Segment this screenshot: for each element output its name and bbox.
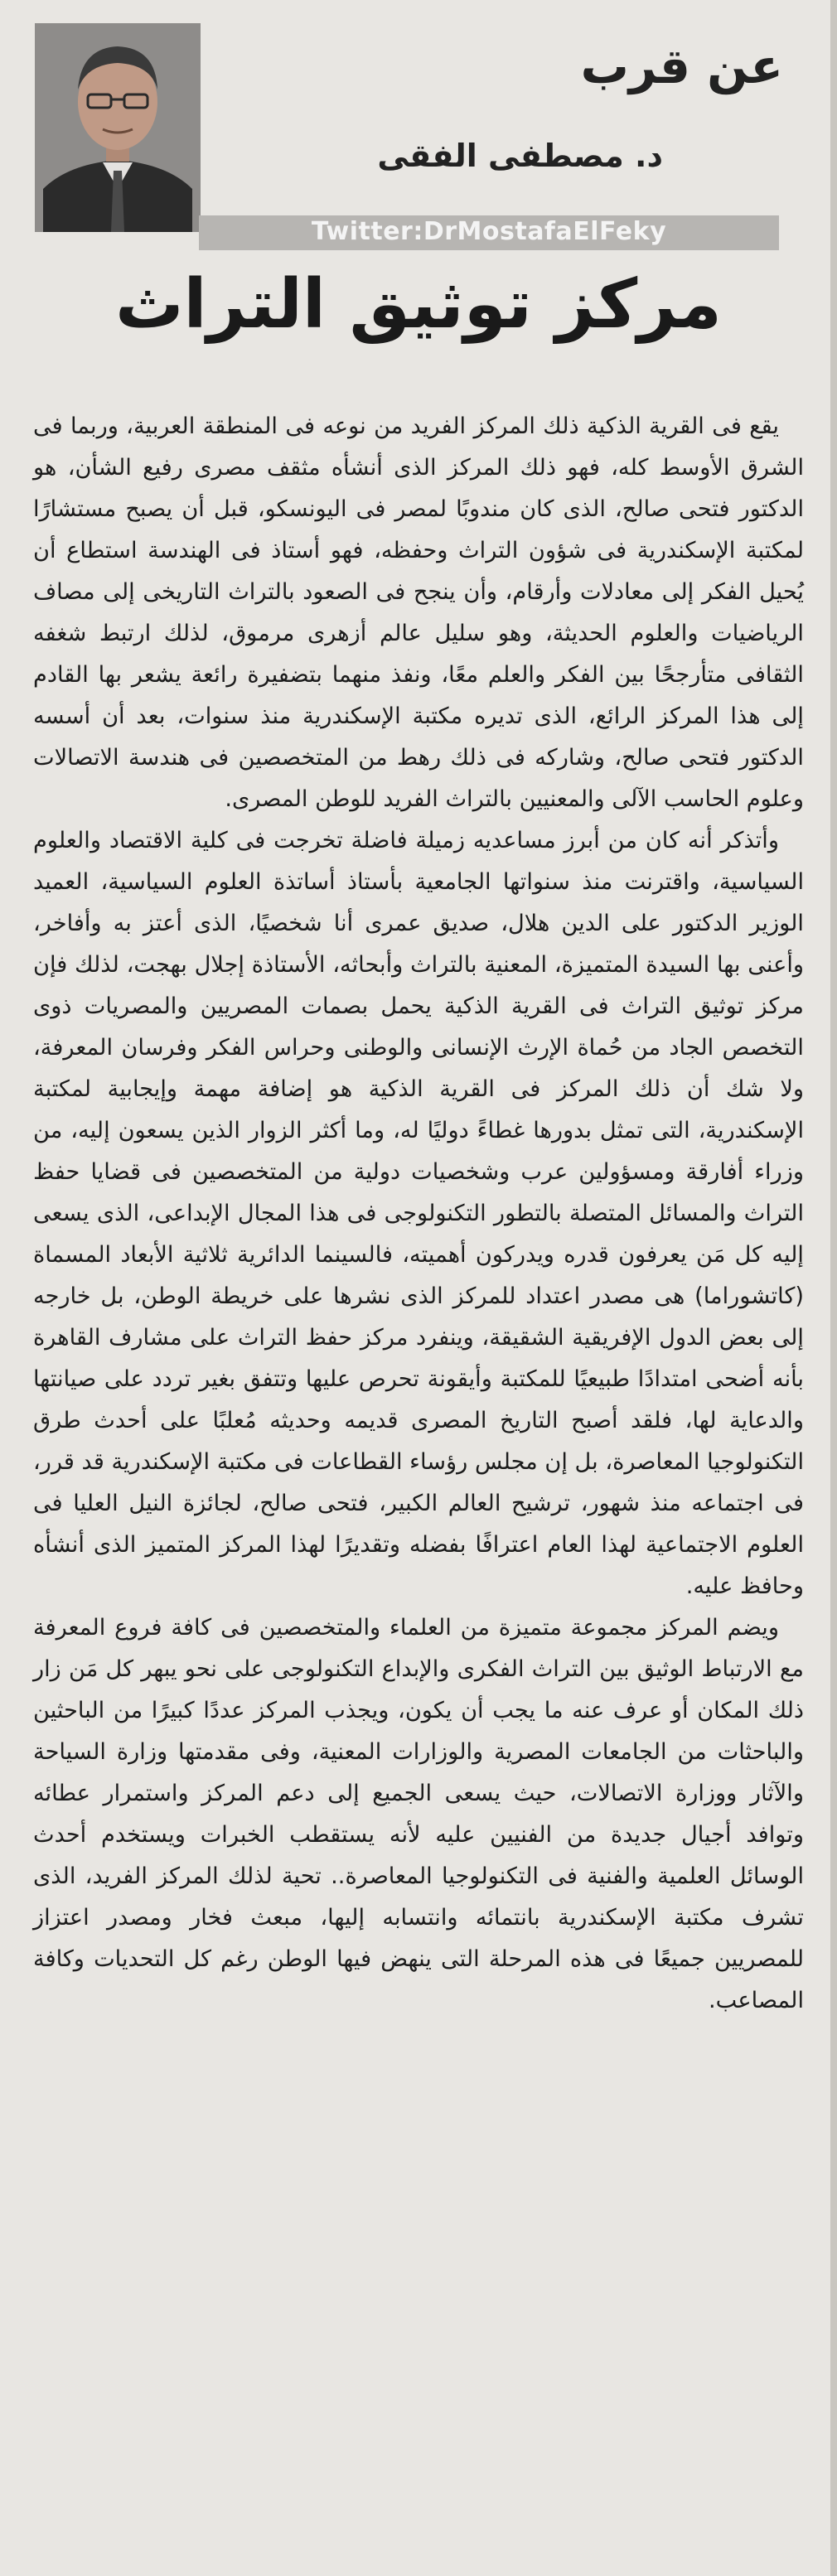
column-name: عن قرب xyxy=(580,38,783,94)
article-paragraph: ويضم المركز مجموعة متميزة من العلماء والمتخصصين فى كافة فروع المعرفة مع الارتباط الوثيق بين التراث الفكرى والإبداع التكنولوجى على نحو يبهر كل مَن زار ذلك المكان أو عرف عنه ما يجب أن يكون، ويجذب المركز عددًا كبيرًا من الباحثين والباحثات من الجامعات المصرية والوزارات المعنية، وفى مقدمتها وزارة السياحة والآثار ووزارة الاتصالات، حيث يسعى الجميع إلى دعم المركز واستمرار عطائه وتوافد أجيال جديدة من الفنيين عليه لأنه يستقطب الخبرات ويستخدم أحدث الوسائل العلمية والفنية فى التكنولوجيا المعاصرة.. تحية لذلك المركز الفريد، الذى تشرف مكتبة الإسكندرية بانتمائه وانتسابه إليها، مبعث فخار ومصدر اعتزاز للمصريين جميعًا فى هذه المرحلة التى ينهض فيها الوطن رغم كل التحديات وكافة المصاعب. xyxy=(33,1615,804,2013)
article-paragraph: يقع فى القرية الذكية ذلك المركز الفريد من نوعه فى المنطقة العربية، وربما فى الشرق الأوسط كله، فهو ذلك المركز الذى أنشأه مثقف مصرى رفيع الشأن، هو الدكتور فتحى صالح، الذى كان مندوبًا لمصر فى اليونسكو، قبل أن يصبح مستشارًا لمكتبة الإسكندرية فى شؤون التراث وحفظه، فهو أستاذ فى الهندسة استطاع أن يُحيل الفكر إلى معادلات وأرقام، وأن ينجح فى الصعود بالتراث التاريخى إلى مصاف الرياضيات والعلوم الحديثة، وهو سليل عالم أزهرى مرموق، لذلك ارتبط شغفه الثقافى متأرجحًا بين الفكر والعلم معًا، ونفذ منهما بتضفيرة رائعة يشعر بها القادم إلى هذا المركز الرائع، الذى تديره مكتبة الإسكندرية منذ سنوات، بعد أن أسسه الدكتور فتحى صالح، وشاركه فى ذلك رهط من المتخصصين فى هندسة الاتصالات وعلوم الحاسب الآلى والمعنيين بالتراث الفريد للوطن المصرى. xyxy=(33,413,804,812)
article-paragraph: وأتذكر أنه كان من أبرز مساعديه زميلة فاضلة تخرجت فى كلية الاقتصاد والعلوم السياسية، واقترنت منذ سنواتها الجامعية بأستاذ أساتذة العلوم السياسية، العميد الوزير الدكتور على الدين هلال، صديق عمرى أنا شخصيًا، الذى أعتز به وأفاخر، وأعنى بها السيدة المتميزة، المعنية بالتراث وأبحاثه، الأستاذة إجلال بهجت، لذلك فإن مركز توثيق التراث فى القرية الذكية يحمل بصمات المصريين والمصريات ذوى التخصص الجاد من حُماة الإرث الإنسانى والوطنى وحراس الفكر وفرسان المعرفة، ولا شك أن ذلك المركز فى القرية الذكية هو إضافة مهمة وإيجابية لمكتبة الإسكندرية، التى تمثل بدورها غطاءً دوليًا له، وما أكثر الزوار الذين يسعون إليه، من وزراء أفارقة ومسؤولين عرب وشخصيات دولية من المتخصصين فى قضايا حفظ التراث والمسائل المتصلة بالتطور التكنولوجى فى هذا المجال الإبداعى، الذى يسعى إليه كل مَن يعرفون قدره ويدركون أهميته، فالسينما الدائرية ثلاثية الأبعاد المسماة (كاتشوراما) هى مصدر اعتداد للمركز الذى نشرها على خريطة الوطن، بل خارجه إلى بعض الدول الإفريقية الشقيقة، وينفرد مركز حفظ التراث على مشارف القاهرة بأنه أضحى امتدادًا طبيعيًا للمكتبة وأيقونة تحرص عليها وتتفق بغير تردد على صيانتها والدعاية لها، فلقد أصبح التاريخ المصرى قديمه وحديثه مُعلبًا على أحدث طرق التكنولوجيا المعاصرة، بل إن مجلس رؤساء القطاعات فى مكتبة الإسكندرية قد قرر، فى اجتماعه منذ شهور، ترشيح العالم الكبير، فتحى صالح، لجائزة النيل العليا فى العلوم الاجتماعية لهذا العام اعترافًا بفضله وتقديرًا لهذا المركز المتميز الذى أنشأه وحافظ عليه. xyxy=(33,828,804,1599)
article-headline: مركز توثيق التراث xyxy=(115,265,722,344)
author-photo xyxy=(35,23,201,232)
author-name: د. مصطفى الفقى xyxy=(377,138,663,174)
article-body xyxy=(33,406,804,2022)
twitter-handle: Twitter:DrMostafaElFeky xyxy=(311,217,667,246)
twitter-handle-bar xyxy=(199,215,779,250)
column-header xyxy=(25,23,812,249)
author-portrait xyxy=(35,23,201,232)
